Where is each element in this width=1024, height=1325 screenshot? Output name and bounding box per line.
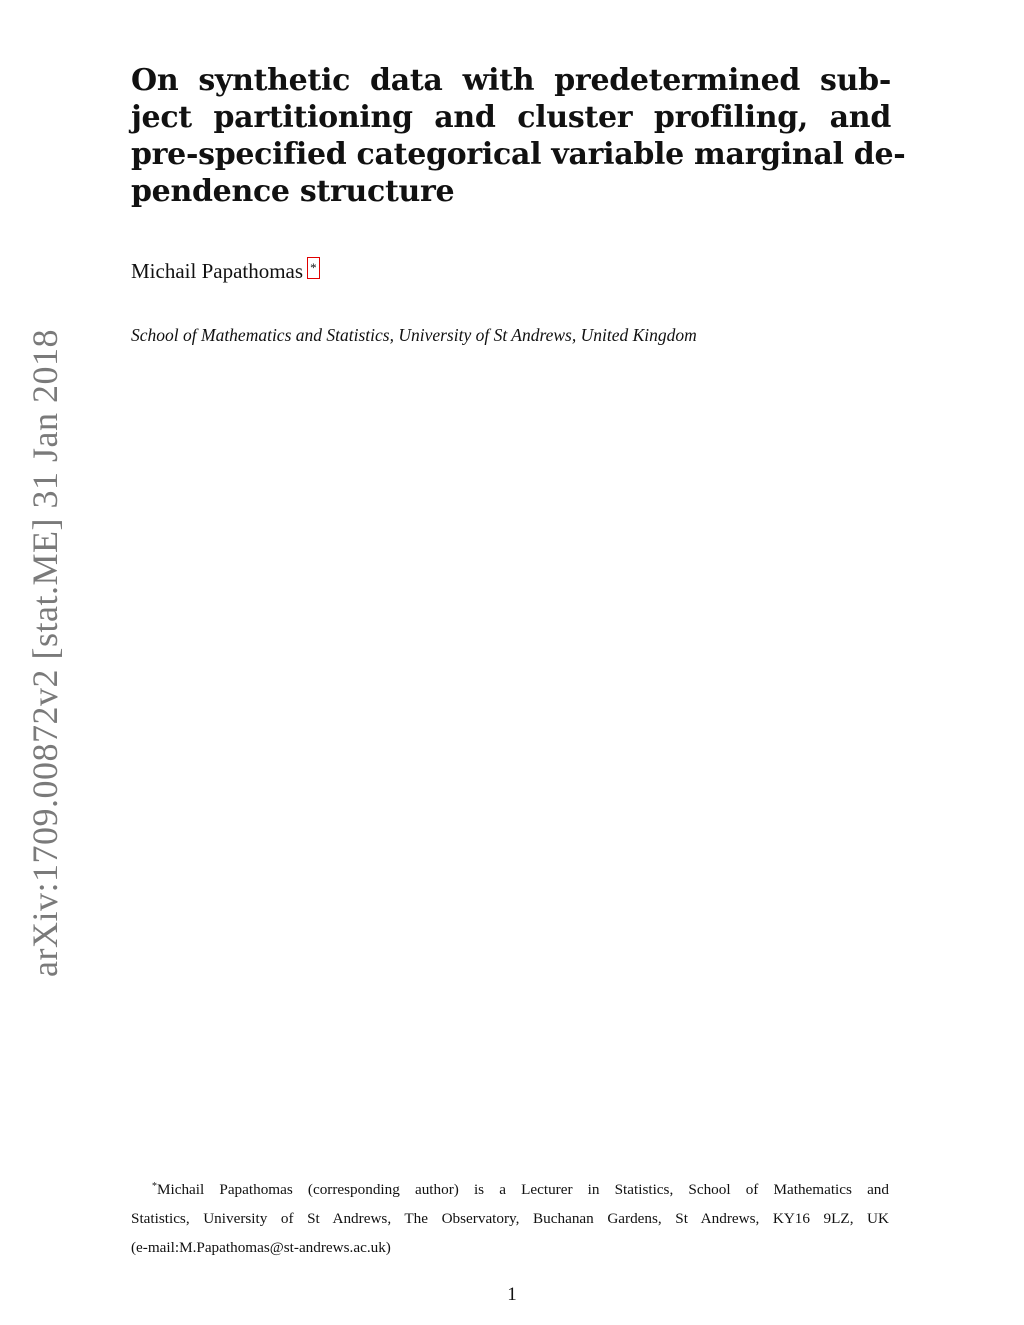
author-block xyxy=(131,257,320,284)
page-number: 1 xyxy=(507,1284,517,1305)
author-footnote xyxy=(131,1175,889,1262)
title-line: On synthetic data with predetermined sub- xyxy=(131,63,891,98)
author-affiliation: School of Mathematics and Statistics, University of St Andrews, United Kingdom xyxy=(131,325,697,345)
footnote-marker: * xyxy=(152,1181,157,1192)
title-line: pre-specified categorical variable marginal de- xyxy=(131,137,906,172)
footnote-link[interactable]: * xyxy=(307,257,320,279)
footnote-line xyxy=(131,1175,889,1204)
arxiv-sidebar-stamp xyxy=(22,328,68,977)
footnote-text: Michail Papathomas (corresponding author) is a Lecturer in Statistics, School of Mathematics and xyxy=(157,1181,889,1198)
arxiv-identifier[interactable]: arXiv:1709.00872v2 [stat.ME] 31 Jan 2018 xyxy=(25,328,65,977)
title-line: ject partitioning and cluster profiling, and xyxy=(131,100,891,135)
paper-title xyxy=(131,62,906,210)
footnote-line: (e-mail:M.Papathomas@st-andrews.ac.uk) xyxy=(131,1239,391,1256)
footnote-line: Statistics, University of St Andrews, The Observatory, Buchanan Gardens, St Andrews, KY16 9LZ, UK xyxy=(131,1210,889,1227)
title-line: pendence structure xyxy=(131,174,455,209)
author-name: Michail Papathomas xyxy=(131,259,304,283)
